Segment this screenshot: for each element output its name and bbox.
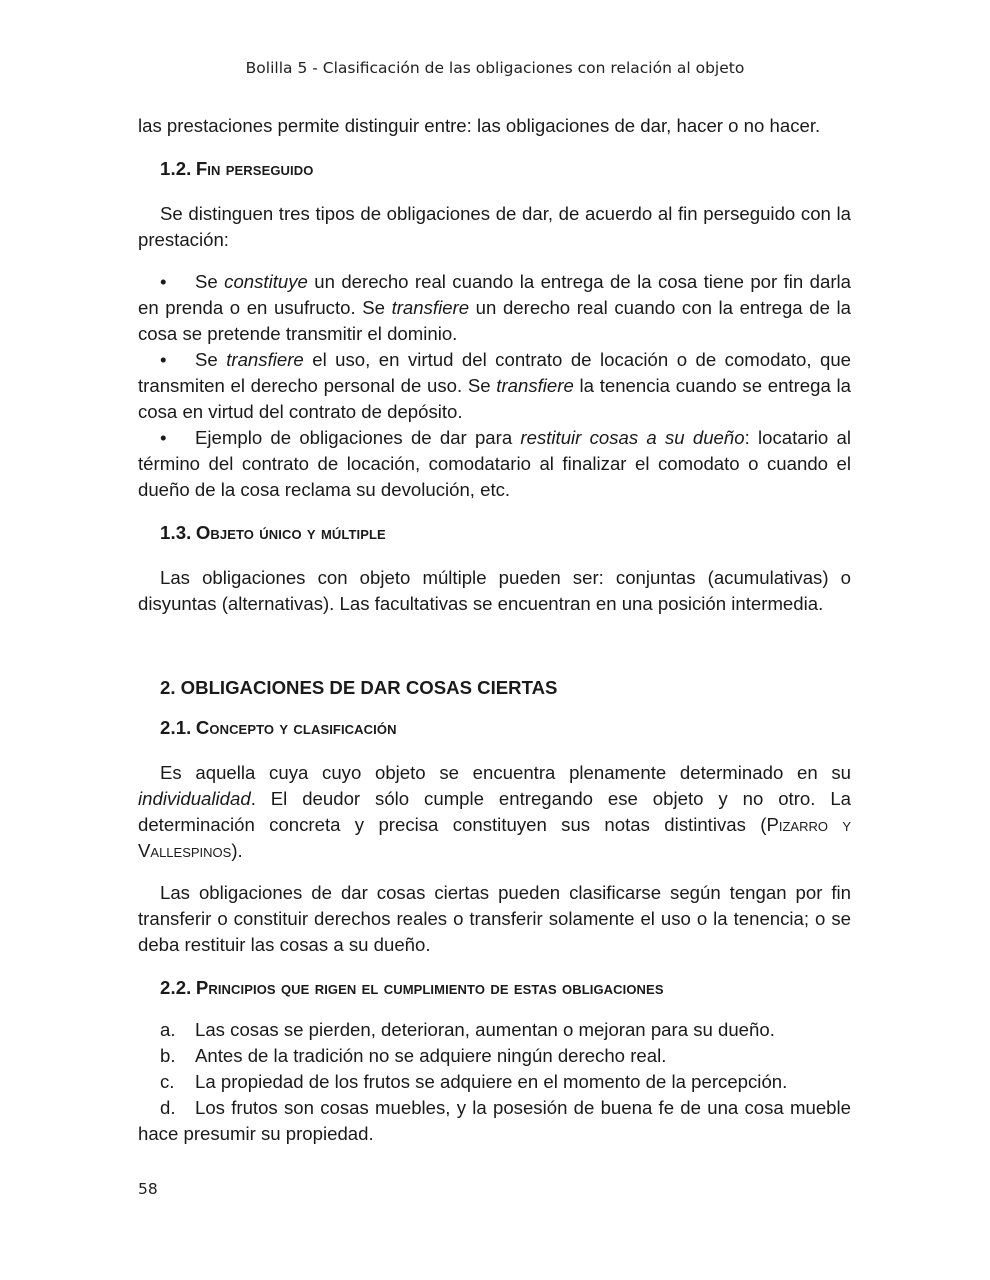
running-header: Bolilla 5 - Clasificación de las obligaciones con relación al objeto [245, 59, 745, 77]
page-body [138, 113, 851, 1147]
list-item: d. Los frutos son cosas muebles, y la posesión de buena fe de una cosa mueble hace presumir su propiedad. [138, 1097, 851, 1144]
heading-number: 1.3. [160, 522, 192, 543]
section-heading-2: 2. OBLIGACIONES DE DAR COSAS CIERTAS [160, 677, 558, 698]
heading-2-1 [160, 717, 851, 741]
bullet-item: • Se transfiere el uso, en virtud del contrato de locación o de comodato, que transmiten el derecho personal de uso. Se transfiere la tenencia cuando se entrega la cosa en virtud del contrato de depósito. [138, 349, 851, 422]
paragraph-objeto-multiple: Las obligaciones con objeto múltiple pueden ser: conjuntas (acumulativas) o disyuntas (alternativas). Las facultativas se encuentran en una posición intermedia. [138, 567, 851, 614]
heading-title: Objeto único y múltiple [195, 522, 386, 543]
heading-number: 2.1. [160, 717, 192, 738]
paragraph-fin-perseguido: Se distinguen tres tipos de obligaciones de dar, de acuerdo al fin perseguido con la prestación: [138, 203, 851, 250]
bullet-item: • Se constituye un derecho real cuando la entrega de la cosa tiene por fin darla en prenda o en usufructo. Se transfiere un derecho real cuando con la entrega de la cosa se pretende transmitir el dominio. [138, 271, 851, 344]
list-item: c. La propiedad de los frutos se adquiere en el momento de la percepción. [160, 1071, 788, 1092]
bullet-icon: • [160, 271, 167, 292]
heading-2-2 [160, 977, 851, 1001]
intro-line: las prestaciones permite distinguir entre: las obligaciones de dar, hacer o no hacer. [138, 115, 821, 136]
heading-1-2 [160, 158, 851, 182]
heading-title: Fin perseguido [195, 158, 314, 179]
principles-list [138, 1017, 851, 1147]
bullet-icon: • [160, 427, 167, 448]
heading-title: Concepto y clasificación [195, 717, 397, 738]
page-number: 58 [138, 1180, 158, 1198]
heading-number: 1.2. [160, 158, 192, 179]
paragraph-concepto: Es aquella cuya cuyo objeto se encuentra plenamente determinado en su individualidad. El deudor sólo cumple entregando ese objeto y no otro. La determinación concreta y precisa constituyen sus notas distintivas (Pizarro y Vallespinos). [138, 762, 851, 861]
heading-number: 2.2. [160, 977, 192, 998]
bullet-item: • Ejemplo de obligaciones de dar para restituir cosas a su dueño: locatario al término del contrato de locación, comodatario al finalizar el comodato o cuando el dueño de la cosa reclama su devolución, etc. [138, 427, 851, 500]
list-item: b. Antes de la tradición no se adquiere ningún derecho real. [160, 1045, 667, 1066]
heading-title: Principios que rigen el cumplimiento de estas obligaciones [195, 977, 664, 998]
paragraph-clasificacion: Las obligaciones de dar cosas ciertas pueden clasificarse según tengan por fin transferir o constituir derechos reales o transferir solamente el uso o la tenencia; o se deba restituir las cosas a su dueño. [138, 882, 851, 955]
heading-1-3 [160, 522, 851, 546]
bullet-icon: • [160, 349, 167, 370]
list-item: a. Las cosas se pierden, deterioran, aumentan o mejoran para su dueño. [160, 1019, 775, 1040]
